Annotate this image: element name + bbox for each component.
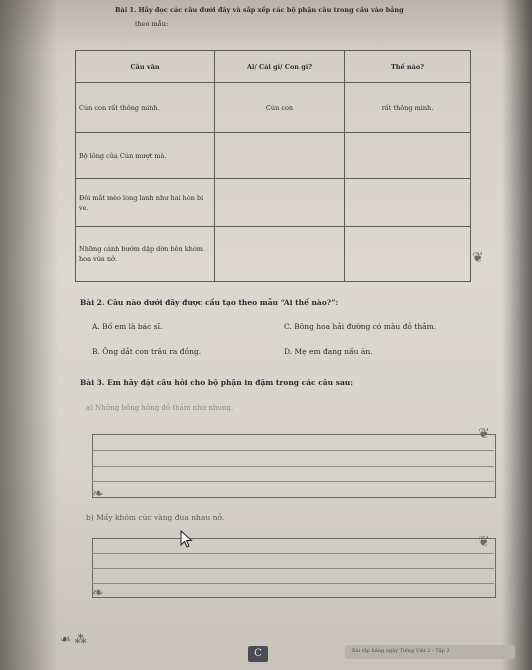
table-cell: Những cánh bướm dập dờn bên khóm hoa vừa nở. <box>76 227 215 282</box>
writing-line <box>92 583 494 584</box>
answer-cell[interactable] <box>345 133 471 179</box>
answer-cell[interactable] <box>215 133 345 179</box>
footer-text: Bài tập hằng ngày Tiếng Việt 2 - Tập 2 <box>352 648 450 654</box>
table-cell: rất thông minh. <box>345 83 471 133</box>
flourish-icon: ❦ <box>472 250 484 266</box>
exercise-3b-sentence: b) Mấy khóm cúc vàng đua nhau nở. <box>86 513 225 522</box>
table-row <box>76 179 471 227</box>
exercise-1-title-cont: theo mẫu: <box>135 20 169 28</box>
mouse-cursor-icon <box>180 530 194 548</box>
table-header-cell: Câu văn <box>76 51 215 83</box>
flourish-icon: ❦ <box>478 534 490 550</box>
writing-line <box>92 466 494 467</box>
option-a[interactable]: A. Bố em là bác sĩ. <box>92 322 163 331</box>
table-cell: Cún con rất thông minh. <box>76 83 215 133</box>
answer-cell[interactable] <box>345 179 471 227</box>
exercise-2-title: Bài 2. Câu nào dưới đây được cấu tạo theo mẫu “Ai thế nào?”: <box>80 298 339 307</box>
page-shadow-left <box>0 0 58 670</box>
page-mark: C <box>248 646 268 662</box>
exercise-1-table <box>75 50 471 282</box>
table-row <box>76 227 471 282</box>
exercise-3-title: Bài 3. Em hãy đặt câu hỏi cho bộ phận in đậm trong các câu sau: <box>80 378 354 387</box>
writing-line <box>92 568 494 569</box>
flourish-icon: ❦ <box>478 426 490 442</box>
answer-cell[interactable] <box>215 179 345 227</box>
flourish-icon: ❧ <box>92 486 104 502</box>
page-shadow-right <box>502 0 532 670</box>
table-cell: Cún con <box>215 83 345 133</box>
option-c[interactable]: C. Bông hoa hải đường có màu đỏ thắm. <box>284 322 437 331</box>
table-row <box>76 83 471 133</box>
ornament-icon: ☙ ⁂ <box>60 632 87 646</box>
option-b[interactable]: B. Ông dắt con trâu ra đồng. <box>92 347 202 356</box>
answer-cell[interactable] <box>215 227 345 282</box>
exercise-3a-sentence: a) Những bông hồng đỏ thắm như nhung. <box>86 404 234 412</box>
table-header-cell: Thế nào? <box>345 51 471 83</box>
table-header-cell: Ai/ Cái gì/ Con gì? <box>215 51 345 83</box>
table-cell: Đôi mắt mèo long lanh như hai hòn bi ve. <box>76 179 215 227</box>
option-d[interactable]: D. Mẹ em đang nấu ăn. <box>284 347 373 356</box>
exercise-1-title: Bài 1. Hãy đọc các câu dưới đây và sắp xếp các bộ phận câu trong câu vào bảng <box>115 6 404 14</box>
table-cell: Bộ lông của Cún mượt mà. <box>76 133 215 179</box>
writing-line <box>92 553 494 554</box>
table-header-row <box>76 51 471 83</box>
flourish-icon: ❧ <box>92 585 104 601</box>
answer-cell[interactable] <box>345 227 471 282</box>
table-row <box>76 133 471 179</box>
writing-line <box>92 481 494 482</box>
writing-line <box>92 450 494 451</box>
